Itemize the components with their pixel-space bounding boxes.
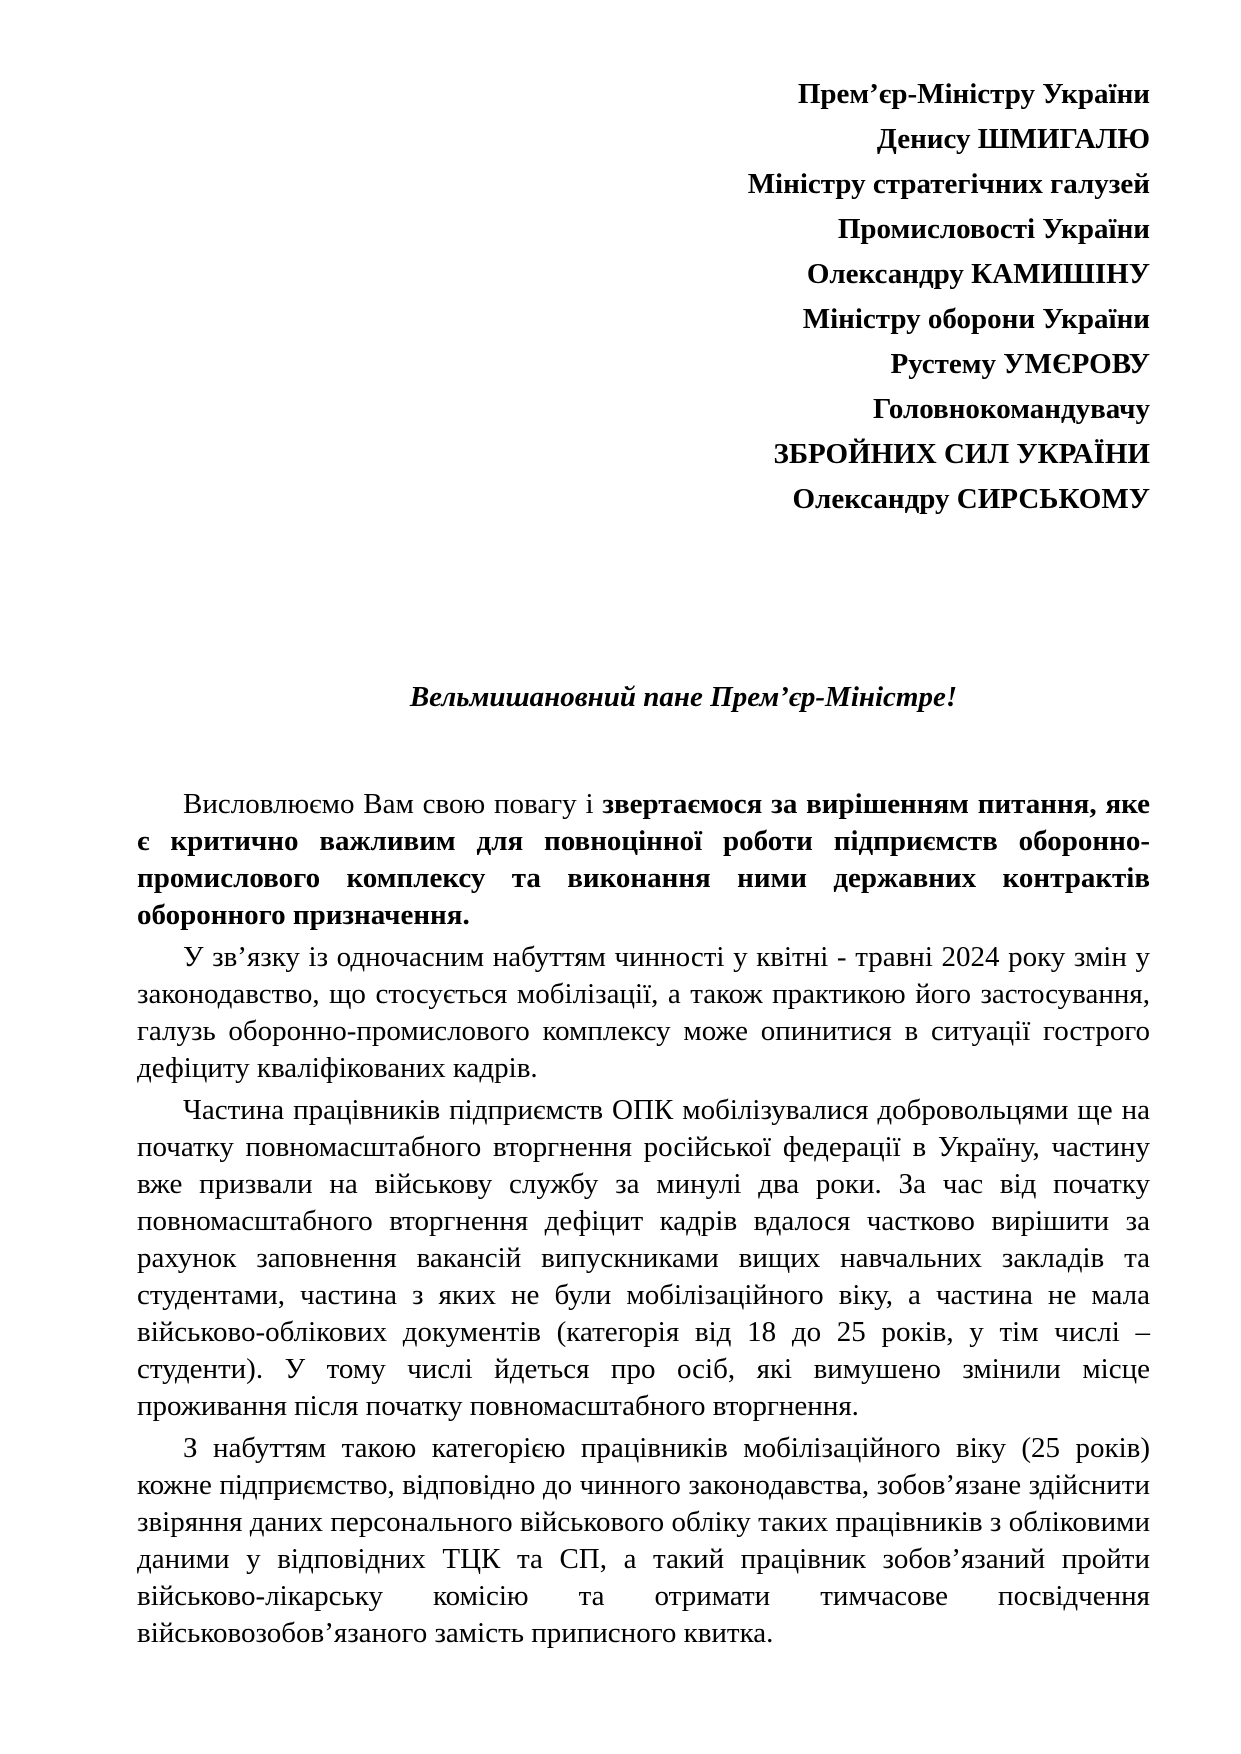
paragraph-text: Висловлюємо Вам свою повагу і [183,788,603,820]
address-line: Промисловості України [837,213,1150,245]
address-line: Головнокомандувачу [872,393,1150,425]
paragraph-text: Частина працівників підприємств ОПК мобілізувалися добровольцями ще на початку повномасштабного вторгнення російської федерації в Україну, частину вже призвали на військову службу за минулі два роки. За час від початку повномасштабного вторгнення дефіцит кадрів вдалося частково вирішити за рахунок заповнення вакансій випускниками вищих навчальних закладів та студентами, частина з яких не були мобілізаційного віку, а частина не мала військово-облікових документів (категорія від 18 до 25 років, у тім числі – студенти). У тому числі йдеться про осіб, які вимушено змінили місце проживання після початку повномасштабного вторгнення. [137,1094,1150,1422]
address-line: Міністру стратегічних галузей [747,168,1150,200]
address-line: Міністру оборони України [802,303,1150,335]
address-line: Олександру СИРСЬКОМУ [792,483,1150,515]
address-line: ЗБРОЙНИХ СИЛ УКРАЇНИ [773,438,1150,470]
body-paragraph-3 [137,1092,1150,1425]
address-line: Денису ШМИГАЛЮ [876,123,1150,155]
address-line: Олександру КАМИШІНУ [806,258,1150,290]
paragraph-text-bold: звертаємося за вирішенням питання, яке є критично важливим для повноцінної роботи підприємств оборонно-промислового комплексу та виконання ними державних контрактів оборонного призначення. [137,788,1150,931]
paragraph-text: З набуттям такою категорією працівників мобілізаційного віку (25 років) кожне підприємство, відповідно до чинного законодавства, зобов’язане здійснити звіряння даних персонального військового обліку таких працівників з обліковими даними у відповідних ТЦК та СП, а такий працівник зобов’язаний пройти військово-лікарську комісію та отримати тимчасове посвідчення військовозобов’язаного замість приписного квитка. [137,1432,1150,1649]
body-paragraph-4 [137,1430,1150,1652]
address-line: Рустему УМЄРОВУ [890,348,1150,380]
body-paragraph-2 [137,939,1150,1087]
body-paragraph-1 [137,786,1150,934]
address-block [137,72,1150,522]
address-line: Прем’єр-Міністру України [797,78,1150,110]
salutation: Вельмишановний пане Прем’єр-Міністре! [409,681,958,713]
letter-body [137,786,1150,1652]
paragraph-text: У зв’язку із одночасним набуттям чинності у квітні - травні 2024 року змін у законодавство, що стосується мобілізації, а також практикою його застосування, галузь оборонно-промислового комплексу може опинитися в ситуації гострого дефіциту кваліфікованих кадрів. [137,941,1150,1084]
